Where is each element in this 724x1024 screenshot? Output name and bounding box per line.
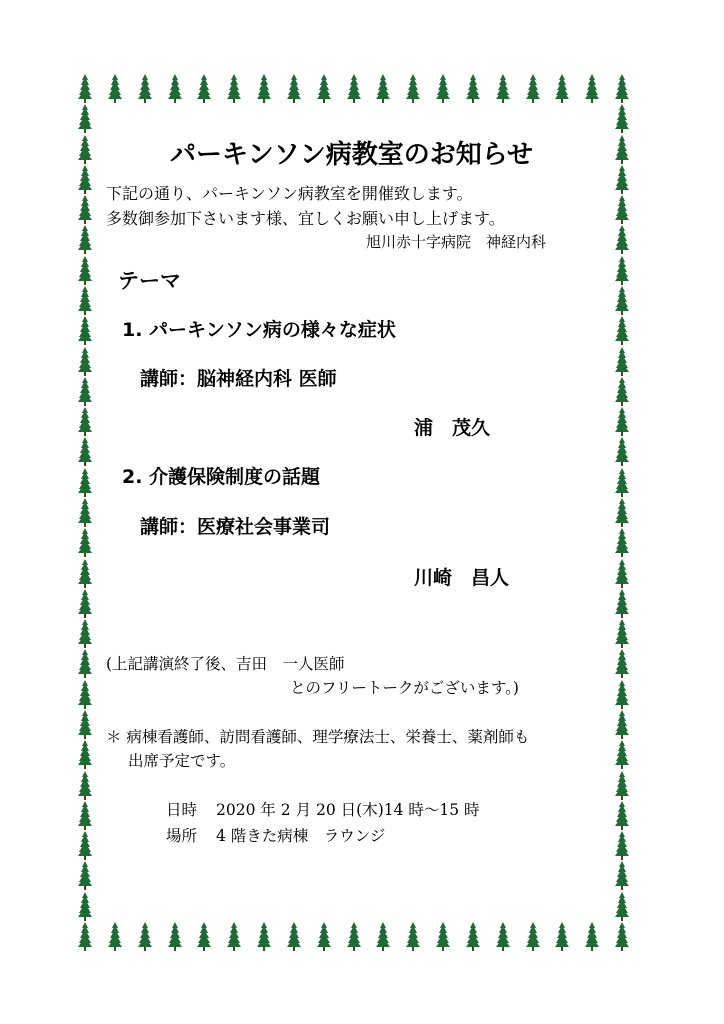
topic-1-lecturer-label: 講師：脳神経内科 医師 (140, 368, 337, 390)
tree-icon (585, 921, 599, 951)
tree-icon (197, 73, 211, 103)
tree-icon (257, 921, 271, 951)
tree-icon (347, 921, 361, 951)
tree-icon (615, 558, 629, 588)
tree-icon (615, 679, 629, 709)
tree-icon (615, 467, 629, 497)
tree-icon (615, 194, 629, 224)
theme-heading: テーマ (118, 269, 181, 293)
note-line-1: (上記講演終了後、吉田 一人医師 (106, 655, 345, 673)
tree-icon (406, 73, 420, 103)
datetime-value: 2020 年 2 月 20 日(木)14 時～15 時 (216, 801, 480, 819)
tree-icon (615, 315, 629, 345)
tree-icon (138, 73, 152, 103)
tree-icon (436, 921, 450, 951)
tree-icon (78, 376, 92, 406)
notice-title: パーキンソン病教室のお知らせ (170, 140, 533, 170)
tree-icon (108, 73, 122, 103)
tree-icon (78, 224, 92, 254)
tree-icon (108, 921, 122, 951)
datetime-label: 日時 (166, 801, 198, 819)
tree-icon (78, 103, 92, 133)
tree-icon (78, 346, 92, 376)
tree-icon (615, 830, 629, 860)
topic-2-lecturer-name: 川崎 昌人 (414, 567, 510, 589)
tree-icon (615, 224, 629, 254)
tree-icon (615, 709, 629, 739)
tree-icon (526, 921, 540, 951)
topic-1-title: 1. パーキンソン病の様々な症状 (122, 319, 396, 341)
tree-icon (615, 588, 629, 618)
staff-line-2: 出席予定です。 (128, 752, 236, 770)
tree-icon (78, 739, 92, 769)
intro-line-2: 多数御参加下さいます様、宜しくお願い申し上げます。 (106, 209, 505, 228)
tree-icon (376, 73, 390, 103)
tree-icon (138, 921, 152, 951)
tree-icon (615, 134, 629, 164)
tree-icon (615, 800, 629, 830)
tree-icon (615, 376, 629, 406)
staff-line-1: ＊ 病棟看護師、訪問看護師、理学療法士、栄養士、薬剤師も (106, 728, 530, 746)
tree-icon (466, 73, 480, 103)
tree-icon (436, 73, 450, 103)
tree-icon (555, 921, 569, 951)
tree-icon (78, 164, 92, 194)
organizer: 旭川赤十字病院 神経内科 (366, 233, 547, 251)
tree-icon (78, 467, 92, 497)
tree-icon (615, 921, 629, 951)
tree-icon (615, 346, 629, 376)
tree-icon (287, 73, 301, 103)
tree-icon (615, 436, 629, 466)
tree-icon (466, 921, 480, 951)
tree-icon (257, 73, 271, 103)
topic-2-lecturer-label: 講師：医療社会事業司 (140, 516, 331, 538)
tree-icon (496, 73, 510, 103)
tree-icon (197, 921, 211, 951)
tree-icon (376, 921, 390, 951)
tree-icon (78, 436, 92, 466)
tree-icon (78, 770, 92, 800)
tree-icon (78, 285, 92, 315)
tree-icon (168, 73, 182, 103)
tree-icon (615, 648, 629, 678)
tree-icon (615, 406, 629, 436)
tree-icon (78, 134, 92, 164)
topic-2-title: 2. 介護保険制度の話題 (122, 466, 321, 488)
tree-icon (317, 73, 331, 103)
tree-icon (615, 770, 629, 800)
tree-icon (406, 921, 420, 951)
tree-icon (78, 255, 92, 285)
tree-icon (78, 860, 92, 890)
tree-icon (168, 921, 182, 951)
tree-icon (615, 285, 629, 315)
tree-icon (78, 921, 92, 951)
tree-icon (78, 588, 92, 618)
tree-icon (615, 891, 629, 921)
tree-icon (317, 921, 331, 951)
tree-icon (615, 497, 629, 527)
tree-icon (78, 497, 92, 527)
tree-icon (227, 921, 241, 951)
tree-icon (78, 709, 92, 739)
tree-icon (585, 73, 599, 103)
tree-icon (615, 527, 629, 557)
tree-icon (227, 73, 241, 103)
tree-icon (526, 73, 540, 103)
note-line-2: とのフリートークがございます。) (290, 679, 519, 697)
tree-icon (496, 921, 510, 951)
tree-icon (615, 618, 629, 648)
tree-icon (78, 648, 92, 678)
tree-icon (78, 800, 92, 830)
place-value: 4 階きた病棟 ラウンジ (216, 827, 386, 845)
place-label: 場所 (166, 827, 198, 845)
tree-icon (287, 921, 301, 951)
tree-icon (78, 315, 92, 345)
tree-icon (78, 73, 92, 103)
tree-icon (615, 739, 629, 769)
topic-1-lecturer-name: 浦 茂久 (414, 417, 491, 439)
tree-icon (78, 830, 92, 860)
tree-icon (78, 618, 92, 648)
tree-icon (78, 558, 92, 588)
tree-icon (555, 73, 569, 103)
tree-icon (615, 103, 629, 133)
tree-icon (78, 194, 92, 224)
tree-icon (615, 73, 629, 103)
tree-icon (78, 679, 92, 709)
tree-icon (347, 73, 361, 103)
tree-icon (615, 164, 629, 194)
tree-icon (615, 255, 629, 285)
tree-icon (615, 860, 629, 890)
tree-icon (78, 527, 92, 557)
tree-icon (78, 406, 92, 436)
intro-line-1: 下記の通り、パーキンソン病教室を開催致します。 (106, 184, 473, 203)
tree-icon (78, 891, 92, 921)
